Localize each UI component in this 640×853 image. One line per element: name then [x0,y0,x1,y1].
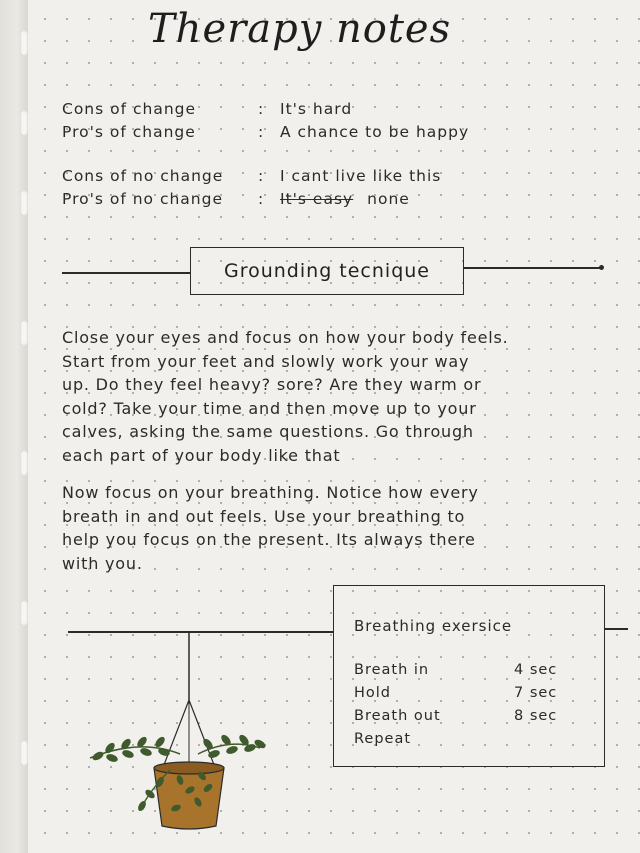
binding-ring [20,740,28,766]
paragraph-line: breath in and out feels. Use your breathing to [62,506,466,526]
hanger-rope [189,700,216,770]
row-label: Cons of no change [62,167,224,185]
binding-ring [20,30,28,56]
binding-ring [20,450,28,476]
heading-line-right [464,267,602,269]
breathing-title: Breathing exersice [354,617,513,635]
line-end-dot [599,265,604,270]
paragraph-line: with you. [62,553,143,573]
row-value: It's hard [280,100,353,118]
shelf-line-right [604,628,628,630]
breathing-step-value: 4 sec [514,662,558,678]
paragraph-line: Start from your feet and slowly work your way [62,351,470,371]
grounding-paragraph [62,326,610,467]
row-label: Cons of change [62,100,197,118]
paragraph-line: cold? Take your time and then move up to your [62,398,477,418]
paragraph-line: calves, asking the same questions. Go through [62,422,474,441]
breathing-paragraph [62,481,610,575]
paragraph-line: each part of your body like that [62,445,341,465]
row-value: I cant live like this [280,167,442,185]
binding-ring [20,600,28,626]
breathing-step-value: 8 sec [514,708,558,724]
row-value: A chance to be happy [280,123,470,141]
page-title: Therapy notes [148,6,452,52]
breathing-step-label: Breath in [354,662,430,678]
binding-ring [20,190,28,216]
row-label: Pro's of no change [62,190,223,208]
hanger-rope [162,700,189,770]
row-value [280,190,410,208]
breathing-step-label: Breath out [354,708,441,724]
pot-rim [154,762,224,774]
vine-leaves [91,735,171,763]
colon: : [258,190,265,208]
paragraph-line: up. Do they feel heavy? sore? Are they warm or [62,375,482,394]
hanging-plant-icon [80,630,270,830]
breathing-step-value: 7 sec [514,685,558,701]
binding-ring [20,110,28,136]
vine-leaves [201,733,266,759]
breathing-step-label: Repeat [354,731,412,747]
colon: : [258,167,265,185]
colon: : [258,100,265,118]
row-label: Pro's of change [62,123,196,141]
heading-line-left [62,272,190,274]
paragraph-line: Now focus on your breathing. Notice how every [62,483,479,502]
section-heading: Grounding tecnique [223,260,430,282]
notebook-binding [0,0,28,853]
breathing-step-label: Hold [354,685,392,701]
paragraph-line: Close your eyes and focus on how your body feels. [62,328,509,347]
row-value-text: none [367,190,410,208]
binding-ring [20,320,28,346]
paragraph-line: help you focus on the present. Its always there [62,530,476,549]
plant-pot [154,768,224,829]
struck-text: It's easy [280,190,354,208]
colon: : [258,123,265,141]
